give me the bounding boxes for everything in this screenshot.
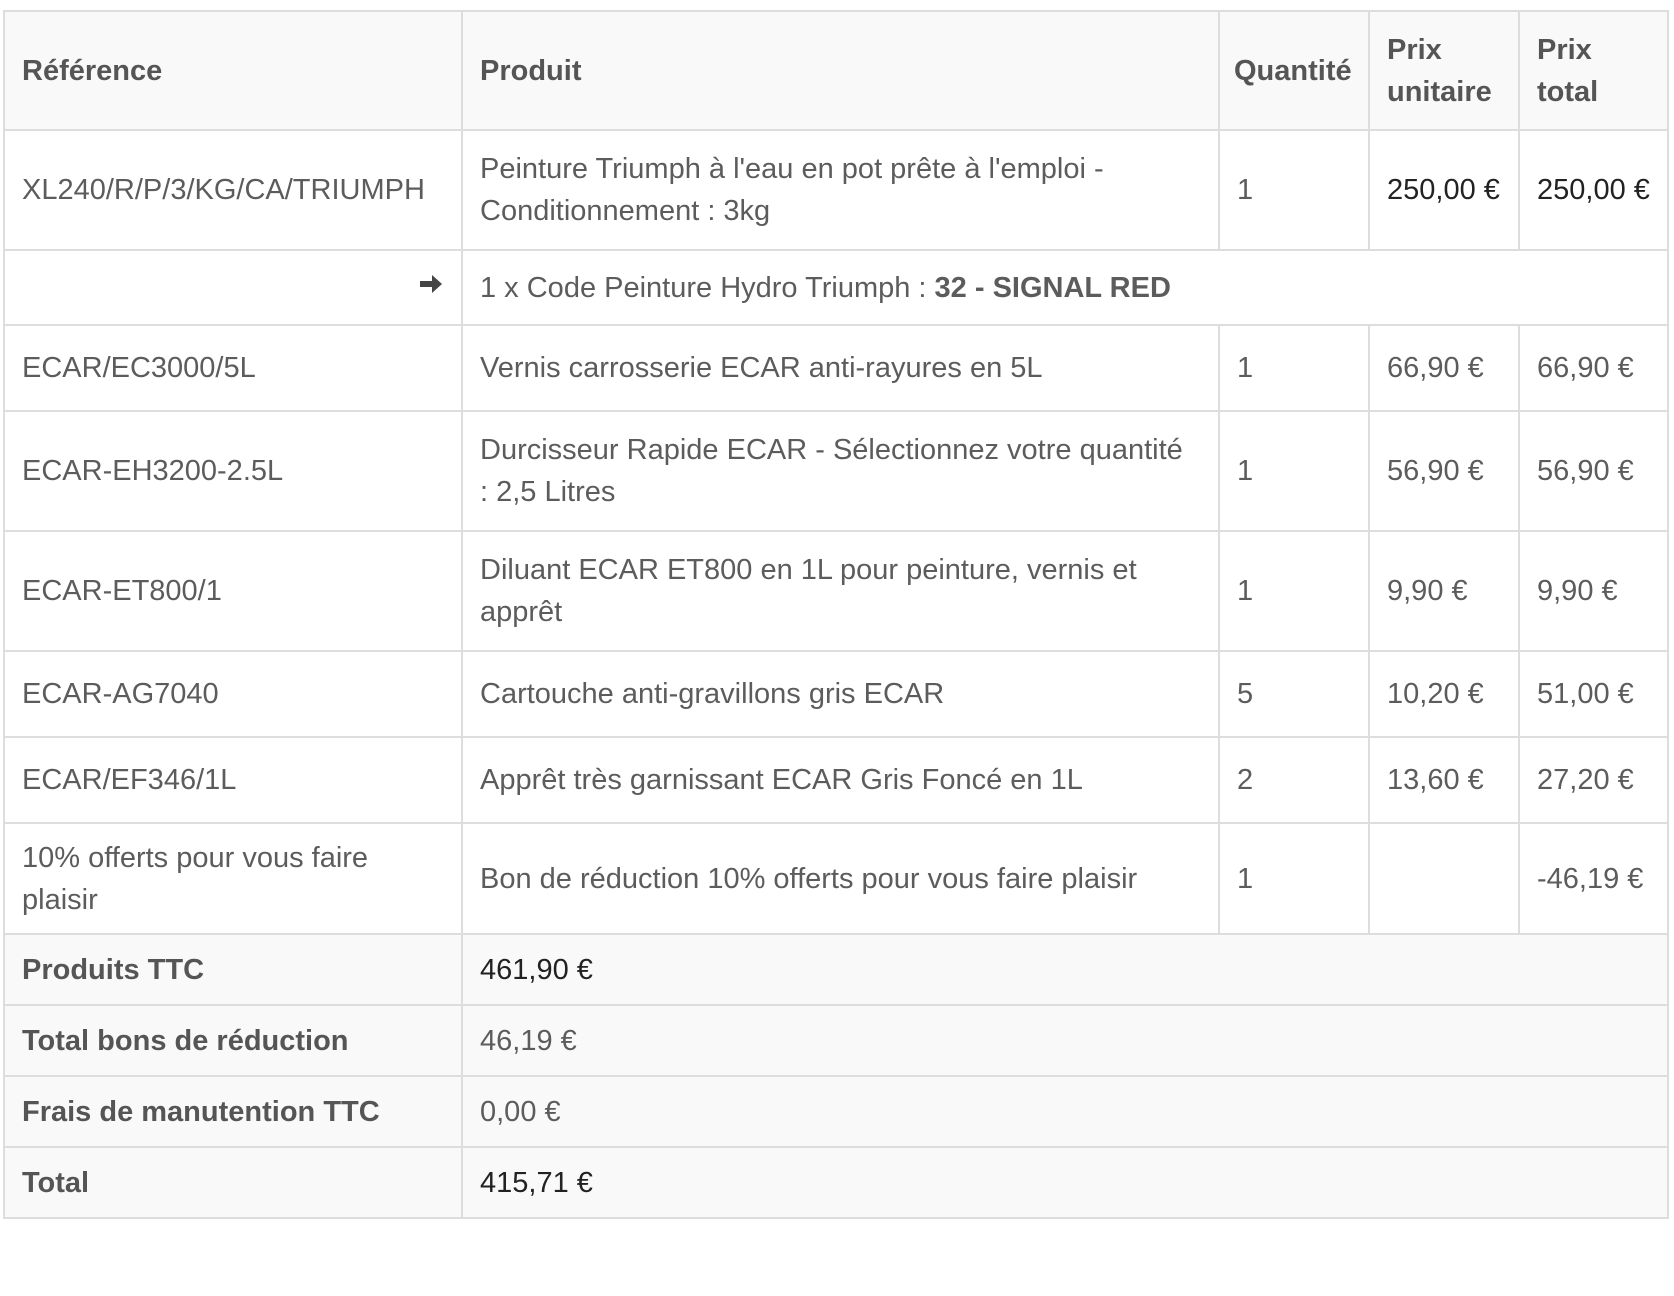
cell-product: Vernis carrosserie ECAR anti-rayures en 5L (462, 325, 1219, 411)
header-total-price (1519, 11, 1668, 130)
total-label: Total (4, 1147, 462, 1218)
cell-product-line1: Diluant ECAR ET800 en 1L pour peinture, vernis et (480, 554, 1137, 586)
table-row (4, 531, 1668, 651)
cell-reference (4, 823, 462, 934)
cell-total-price: 250,00 € (1519, 130, 1668, 250)
option-text: 1 x Code Peinture Hydro Triumph : (480, 271, 935, 304)
cell-quantity: 5 (1219, 651, 1369, 737)
total-row-handling (4, 1076, 1668, 1147)
header-product: Produit (462, 11, 1219, 130)
cell-unit-price: 9,90 € (1369, 531, 1519, 651)
cell-quantity: 1 (1219, 130, 1369, 250)
table-row (4, 411, 1668, 531)
cell-reference: ECAR-AG7040 (4, 651, 462, 737)
order-table (3, 10, 1669, 1219)
cell-quantity: 1 (1219, 531, 1369, 651)
header-reference: Référence (4, 11, 462, 130)
total-row-grand (4, 1147, 1668, 1218)
cell-product-line1: Durcisseur Rapide ECAR - Sélectionnez votre quantité (480, 434, 1183, 466)
option-row (4, 250, 1668, 325)
cell-reference: ECAR/EF346/1L (4, 737, 462, 823)
table-header-row (4, 11, 1668, 130)
cell-quantity: 1 (1219, 823, 1369, 934)
table-row (4, 130, 1668, 250)
option-value: 32 - SIGNAL RED (934, 271, 1171, 304)
cell-unit-price: 56,90 € (1369, 411, 1519, 531)
cell-product (462, 531, 1219, 651)
table-row (4, 325, 1668, 411)
cell-product-line2: apprêt (480, 596, 563, 628)
total-row-discounts (4, 1005, 1668, 1076)
cell-total-price: 27,20 € (1519, 737, 1668, 823)
cell-reference-line1: 10% offerts pour vous faire (22, 841, 369, 874)
cell-unit-price: 250,00 € (1369, 130, 1519, 250)
cell-product: Cartouche anti-gravillons gris ECAR (462, 651, 1219, 737)
cell-quantity: 2 (1219, 737, 1369, 823)
header-unit-price-line2: unitaire (1387, 75, 1492, 108)
cell-product-line1: Peinture Triumph à l'eau en pot prête à l'emploi - (480, 153, 1104, 185)
header-unit-price-line1: Prix (1387, 33, 1442, 66)
cell-reference: ECAR-EH3200-2.5L (4, 411, 462, 531)
header-quantity: Quantité (1219, 11, 1369, 130)
order-summary (3, 10, 1669, 1219)
cell-unit-price (1369, 823, 1519, 934)
cell-quantity: 1 (1219, 325, 1369, 411)
total-row-products (4, 934, 1668, 1005)
header-total-price-line2: total (1537, 75, 1599, 108)
cell-total-price: 66,90 € (1519, 325, 1668, 411)
arrow-right-icon (418, 267, 444, 309)
cell-unit-price: 66,90 € (1369, 325, 1519, 411)
discount-row (4, 823, 1668, 934)
cell-total-price: 9,90 € (1519, 531, 1668, 651)
cell-unit-price: 13,60 € (1369, 737, 1519, 823)
cell-quantity: 1 (1219, 411, 1369, 531)
total-value: 46,19 € (462, 1005, 1668, 1076)
table-row (4, 651, 1668, 737)
total-label: Produits TTC (4, 934, 462, 1005)
cell-reference: XL240/R/P/3/KG/CA/TRIUMPH (4, 130, 462, 250)
option-text-cell (462, 250, 1668, 325)
cell-total-price: 51,00 € (1519, 651, 1668, 737)
cell-product (462, 130, 1219, 250)
header-unit-price (1369, 11, 1519, 130)
cell-total-price: 56,90 € (1519, 411, 1668, 531)
option-icon-cell (4, 250, 462, 325)
cell-product-line2: Conditionnement : 3kg (480, 195, 771, 227)
total-value: 415,71 € (462, 1147, 1668, 1218)
total-value: 461,90 € (462, 934, 1668, 1005)
cell-total-price: -46,19 € (1519, 823, 1668, 934)
table-row (4, 737, 1668, 823)
total-label: Frais de manutention TTC (4, 1076, 462, 1147)
total-label: Total bons de réduction (4, 1005, 462, 1076)
cell-product-line2: : 2,5 Litres (480, 476, 616, 508)
cell-reference: ECAR-ET800/1 (4, 531, 462, 651)
cell-product: Apprêt très garnissant ECAR Gris Foncé en 1L (462, 737, 1219, 823)
cell-unit-price: 10,20 € (1369, 651, 1519, 737)
cell-product: Bon de réduction 10% offerts pour vous faire plaisir (462, 823, 1219, 934)
cell-reference: ECAR/EC3000/5L (4, 325, 462, 411)
cell-reference-line2: plaisir (22, 883, 98, 916)
total-value: 0,00 € (462, 1076, 1668, 1147)
cell-product (462, 411, 1219, 531)
header-total-price-line1: Prix (1537, 33, 1592, 66)
